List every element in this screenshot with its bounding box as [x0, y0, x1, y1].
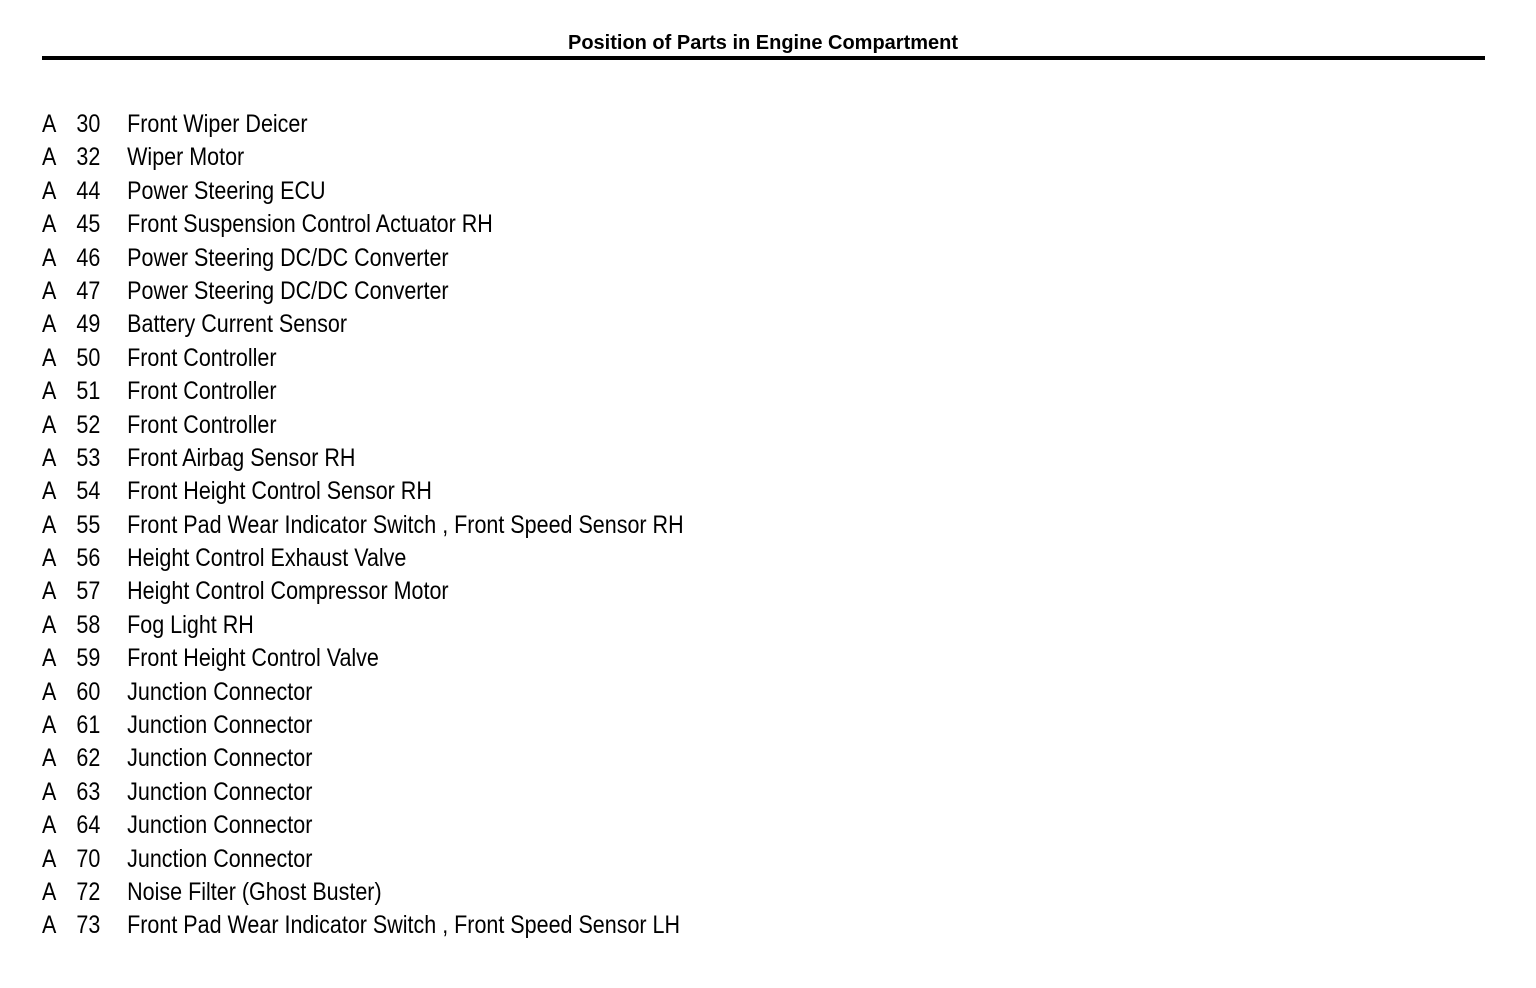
- part-connector-number: 72: [76, 877, 101, 906]
- part-connector-code: A: [42, 510, 57, 539]
- part-connector-number: 30: [76, 110, 101, 138]
- part-connector-code: A: [42, 844, 57, 873]
- part-connector-number: 70: [76, 844, 101, 873]
- part-connector-number: 61: [76, 711, 101, 740]
- part-connector-number: 57: [76, 577, 101, 606]
- part-name: Junction Connector: [127, 777, 313, 806]
- part-name: Front Controller: [127, 410, 277, 439]
- part-connector-code: A: [42, 210, 57, 239]
- part-name: Front Height Control Valve: [127, 644, 379, 673]
- part-connector-code: A: [42, 443, 57, 472]
- part-name: Junction Connector: [127, 677, 313, 706]
- part-connector-number: 47: [76, 276, 101, 305]
- part-connector-code: A: [42, 110, 57, 138]
- part-connector-number: 54: [76, 477, 101, 506]
- part-connector-number: 53: [76, 443, 101, 472]
- part-connector-code: A: [42, 777, 57, 806]
- part-name: Front Suspension Control Actuator RH: [127, 210, 493, 239]
- part-name: Battery Current Sensor: [127, 310, 348, 339]
- part-name: Front Controller: [127, 343, 277, 372]
- part-connector-code: A: [42, 711, 57, 740]
- part-connector-number: 63: [76, 777, 101, 806]
- part-connector-code: A: [42, 377, 57, 406]
- part-connector-code: A: [42, 310, 57, 339]
- part-name: Height Control Exhaust Valve: [127, 544, 407, 573]
- part-connector-number: 56: [76, 544, 101, 573]
- part-connector-code: A: [42, 477, 57, 506]
- part-name: Height Control Compressor Motor: [127, 577, 449, 606]
- part-connector-number: 46: [76, 243, 101, 272]
- part-connector-number: 60: [76, 677, 101, 706]
- part-connector-code: A: [42, 143, 57, 172]
- title-divider: [42, 56, 1485, 60]
- part-connector-number: 64: [76, 811, 101, 840]
- part-connector-code: A: [42, 343, 57, 372]
- part-connector-code: A: [42, 610, 57, 639]
- part-name: Power Steering DC/DC Converter: [127, 243, 449, 272]
- part-name: Front Pad Wear Indicator Switch , Front Speed Sensor RH: [127, 510, 684, 539]
- part-connector-number: 55: [76, 510, 101, 539]
- part-name: Wiper Motor: [127, 143, 245, 172]
- part-connector-code: A: [42, 811, 57, 840]
- part-name: Power Steering ECU: [127, 176, 326, 205]
- part-connector-number: 52: [76, 410, 101, 439]
- part-connector-number: 32: [76, 143, 101, 172]
- part-name: Front Pad Wear Indicator Switch , Front Speed Sensor LH: [127, 911, 681, 940]
- part-connector-number: 49: [76, 310, 101, 339]
- part-connector-number: 59: [76, 644, 101, 673]
- part-connector-number: 45: [76, 210, 101, 239]
- part-name: Front Wiper Deicer: [127, 110, 308, 138]
- part-connector-number: 62: [76, 744, 101, 773]
- part-connector-code: A: [42, 744, 57, 773]
- part-connector-code: A: [42, 644, 57, 673]
- part-connector-number: 44: [76, 176, 101, 205]
- part-connector-code: A: [42, 911, 57, 940]
- part-name: Front Controller: [127, 377, 277, 406]
- part-connector-code: A: [42, 176, 57, 205]
- part-name: Noise Filter (Ghost Buster): [127, 877, 382, 906]
- part-name: Junction Connector: [127, 711, 313, 740]
- part-name: Junction Connector: [127, 844, 313, 873]
- part-name: Fog Light RH: [127, 610, 254, 639]
- part-connector-number: 58: [76, 610, 101, 639]
- part-connector-number: 73: [76, 911, 101, 940]
- part-name: Front Height Control Sensor RH: [127, 477, 432, 506]
- part-connector-code: A: [42, 544, 57, 573]
- part-connector-code: A: [42, 877, 57, 906]
- part-name: Front Airbag Sensor RH: [127, 443, 356, 472]
- part-connector-code: A: [42, 410, 57, 439]
- part-connector-code: A: [42, 577, 57, 606]
- part-connector-code: A: [42, 276, 57, 305]
- part-connector-code: A: [42, 243, 57, 272]
- part-connector-number: 51: [76, 377, 101, 406]
- part-name: Junction Connector: [127, 811, 313, 840]
- part-name: Junction Connector: [127, 744, 313, 773]
- part-connector-code: A: [42, 677, 57, 706]
- page-title: Position of Parts in Engine Compartment: [567, 32, 959, 54]
- part-name: Power Steering DC/DC Converter: [127, 276, 449, 305]
- part-connector-number: 50: [76, 343, 101, 372]
